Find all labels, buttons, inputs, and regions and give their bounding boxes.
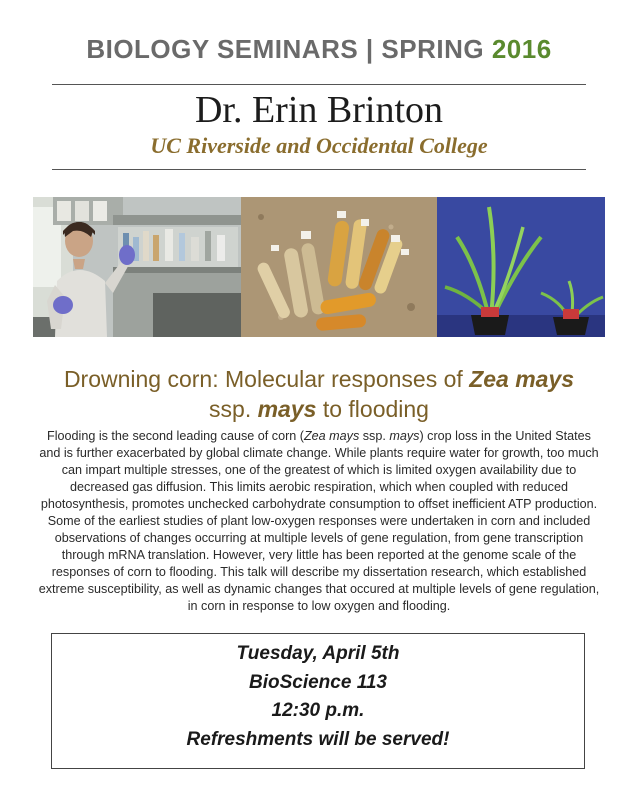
lab-researcher-photo xyxy=(33,197,241,337)
bottom-divider xyxy=(52,169,586,170)
speaker-name: Dr. Erin Brinton xyxy=(194,89,444,131)
seminar-series-title xyxy=(0,34,638,65)
event-time: 12:30 p.m. xyxy=(271,700,365,721)
talk-title-text-3: to flooding xyxy=(316,396,429,422)
event-location: BioScience 113 xyxy=(248,671,387,693)
event-date: Tuesday, April 5th xyxy=(236,643,400,664)
talk-title-species: Zea mays xyxy=(469,366,575,392)
abstract-species: Zea mays xyxy=(303,429,360,443)
abstract-text-3: ) crop loss in the United States and is further exacerbated by global climate change. While plants require water for growth, too much can impart multiple stresses, one of the greatest of which is limited oxygen availability due to decreased gas diffusion. This limits aerobic respiration, which when coupled with reduced photosynthesis, promotes unchecked carbohydrate consumption to offset inefficient ATP production. Some of the earliest studies of plant low-oxygen responses were undertaken in corn and included observations of changes occurring at multiple levels of gene regulation, from gene transcription through mRNA translation. However, very little has been reported at the genome scale of the responses of corn to flooding. This talk will describe my dissertation research, which established extreme susceptibility, as well as dynamic changes that occured at multiple levels of gene regulation, in corn in response to low oxygen and flooding. xyxy=(38,429,600,613)
speaker-affiliation: UC Riverside and Occidental College xyxy=(150,133,488,158)
corn-ears-photo xyxy=(241,197,437,337)
talk-title-subspecies: mays xyxy=(257,396,317,422)
event-details-box xyxy=(51,633,585,769)
series-year: 2016 xyxy=(491,34,552,64)
corn-seedlings-photo xyxy=(437,197,605,337)
talk-title-text-2: ssp. xyxy=(209,396,258,422)
series-label: BIOLOGY SEMINARS | SPRING xyxy=(86,34,485,64)
photo-strip xyxy=(33,197,605,337)
talk-title-text: Drowning corn: Molecular responses of xyxy=(63,366,470,392)
event-note: Refreshments will be served! xyxy=(186,728,450,750)
abstract-text-1: Flooding is the second leading cause of corn ( xyxy=(47,429,304,443)
abstract-subspecies: mays xyxy=(389,429,420,443)
talk-title xyxy=(40,364,598,424)
abstract-text-2: ssp. xyxy=(359,429,390,443)
top-divider xyxy=(52,84,586,85)
abstract xyxy=(36,428,602,615)
